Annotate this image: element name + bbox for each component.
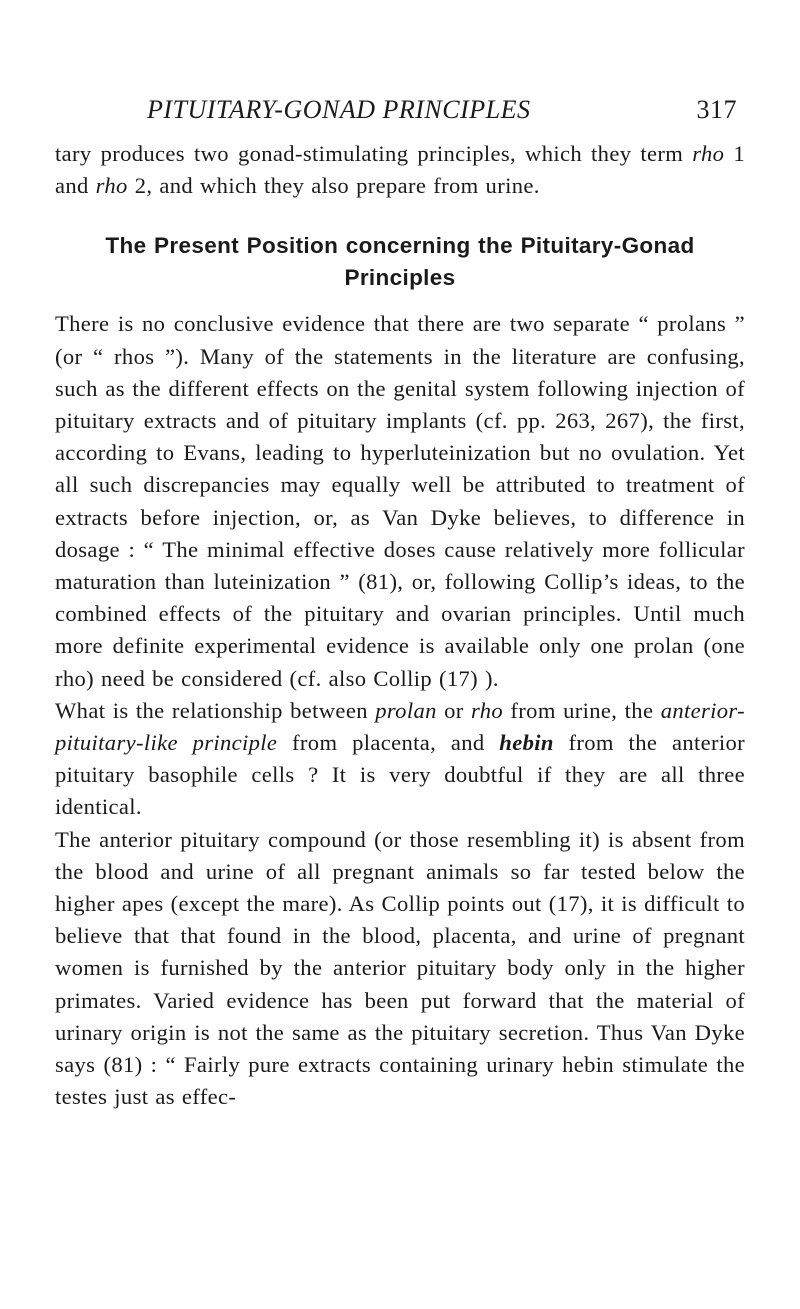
p2-text-d: from placenta, and [277, 730, 500, 756]
p2-text-b: or [436, 697, 472, 723]
rho-term: rho [95, 173, 128, 199]
rho-term: rho [471, 697, 504, 723]
apl-term: anterior-pituitary-like principle [55, 697, 745, 756]
body-text [55, 138, 745, 1113]
section-heading: The Present Position concerning the Pituitary-Gonad Principles [105, 233, 695, 291]
rho-term: rho [692, 141, 725, 166]
hebin-term: hebin [499, 730, 554, 756]
intro-text-3: 2, and which they also prepare from urine. [127, 173, 540, 199]
intro-paragraph [55, 138, 745, 202]
prolan-term: prolan [375, 697, 437, 723]
running-head [55, 88, 745, 132]
p2-text-e: from the anterior pituitary basophile cells ? It is very doubtful if they are all three identical. [55, 730, 745, 820]
paragraph-1: There is no conclusive evidence that there are two separate “ prolans ” (or “ rhos ”). Many of the statements in the literature are confusing, such as the different effects on the genital system following injection of pituitary extracts and of pituitary implants (cf. pp. 263, 267), the first, according to Evans, leading to hyperluteinization but no ovulation. Yet all such discrepancies may equally well be attributed to treatment of extracts before injection, or, as Van Dyke believes, to difference in dosage : “ The minimal effective doses cause relatively more follicular maturation than luteinization ” (81), or, following Collip’s ideas, to the combined effects of the pituitary and ovarian principles. Until much more definite experimental evidence is available only one prolan (one rho) need be considered (cf. also Collip (17) ). [55, 311, 745, 691]
paragraph-2 [55, 695, 745, 824]
book-page [55, 88, 745, 1113]
paragraph-3: The anterior pituitary compound (or those resembling it) is absent from the blood and urine of all pregnant animals so far tested below the higher apes (except the mare). As Collip points out (17), it is difficult to believe that that found in the blood, placenta, and urine of pregnant women is furnished by the anterior pituitary body only in the higher primates. Varied evidence has been put forward that the material of urinary origin is not the same as the pituitary secretion. Thus Van Dyke says (81) : “ Fairly pure extracts containing urinary hebin stimulate the testes just as effec- [55, 826, 745, 1110]
page-number: 317 [696, 95, 737, 124]
intro-text-2: 1 and [55, 141, 745, 199]
p2-text-a: What is the relationship between [55, 697, 376, 723]
intro-text-1: tary produces two gonad-stimulating principles, which they term [55, 141, 693, 166]
p2-text-c: from urine, the [503, 697, 661, 723]
running-head-title: PITUITARY-GONAD PRINCIPLES [147, 95, 531, 124]
